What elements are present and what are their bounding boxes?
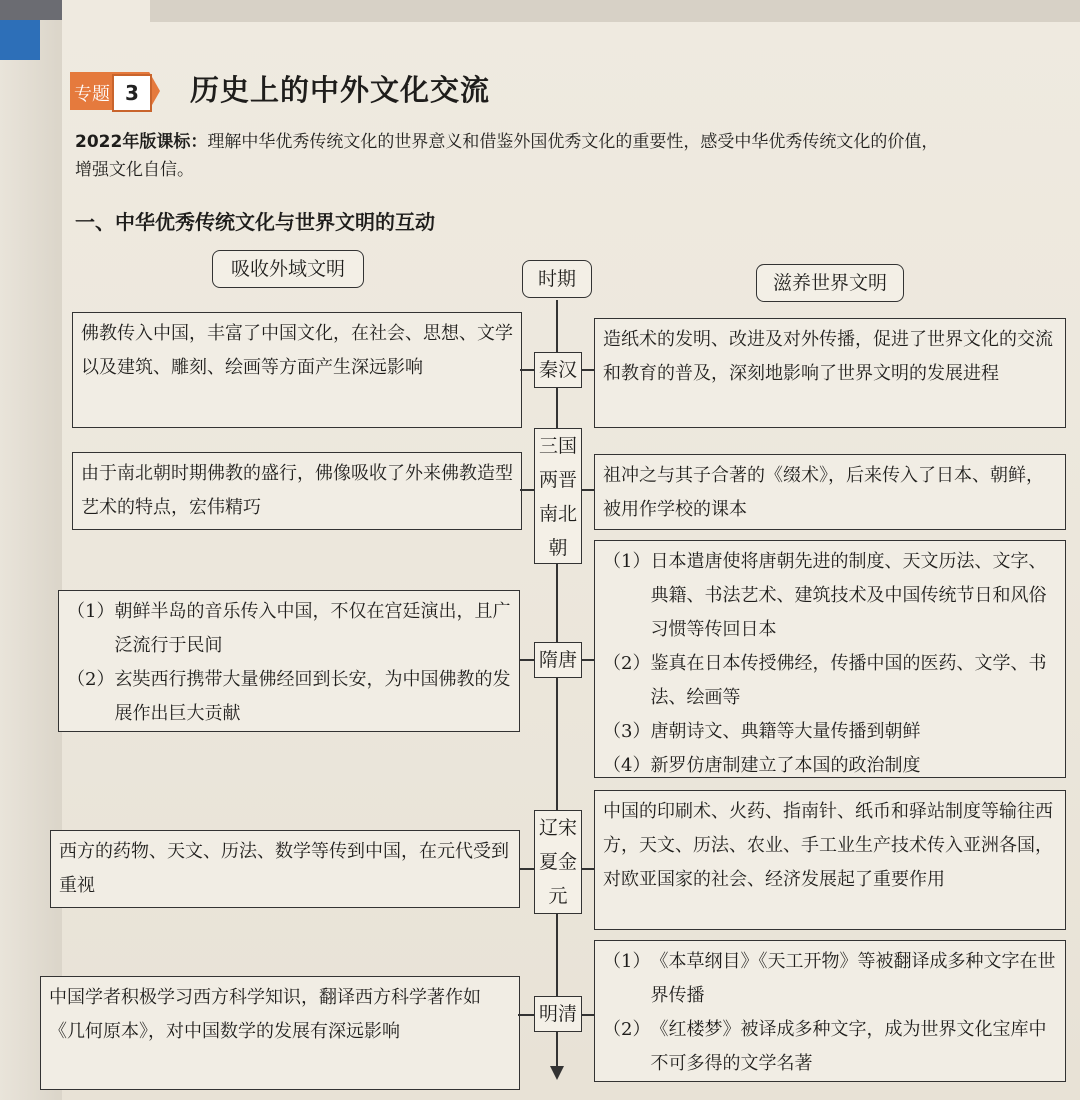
connector <box>520 659 534 661</box>
period-line: 夏金 <box>538 851 577 873</box>
right-box-qinhan: 造纸术的发明、改进及对外传播，促进了世界文化的交流和教育的普及，深刻地影响了世界文明的发展进程 <box>594 318 1066 428</box>
left-box-weijin: 由于南北朝时期佛教的盛行，佛像吸收了外来佛教造型艺术的特点，宏伟精巧 <box>72 452 522 530</box>
period-suitang <box>534 642 582 678</box>
connector <box>520 868 534 870</box>
standard-label: 2022年版课标： <box>75 132 208 152</box>
left-list-item: （1） 朝鲜半岛的音乐传入中国，不仅在宫廷演出，且广泛流行于民间 <box>67 601 511 656</box>
column-header-left: 吸收外域文明 <box>212 250 364 288</box>
left-list-item: （2） 玄奘西行携带大量佛经回到长安，为中国佛教的发展作出巨大贡献 <box>67 669 511 724</box>
period-line: 辽宋 <box>538 817 577 839</box>
topic-number: 3 <box>112 74 152 112</box>
standard-line-2: 增强文化自信。 <box>75 160 194 180</box>
connector <box>520 489 534 491</box>
right-box-suitang <box>594 540 1066 778</box>
column-header-right: 滋养世界文明 <box>756 264 904 302</box>
curriculum-standard <box>75 128 1080 184</box>
right-list-item: （2） 《红楼梦》被译成多种文字，成为世界文化宝库中不可多得的文学名著 <box>603 1019 1047 1074</box>
period-line: 秦汉 <box>538 359 577 381</box>
period-qinhan <box>534 352 582 388</box>
period-line: 南北 <box>538 503 577 525</box>
period-line: 三国 <box>538 435 577 457</box>
period-line: 明清 <box>538 1003 577 1025</box>
period-line: 隋唐 <box>538 649 577 671</box>
period-weijin <box>534 428 582 564</box>
topic-badge-label: 专题 <box>74 84 110 105</box>
right-box-song: 中国的印刷术、火药、指南针、纸币和驿站制度等输往西方，天文、历法、农业、手工业生产技术传入亚洲各国，对欧亚国家的社会、经济发展起了重要作用 <box>594 790 1066 930</box>
standard-line-1: 理解中华优秀传统文化的世界意义和借鉴外国优秀文化的重要性，感受中华优秀传统文化的价值， <box>207 132 939 152</box>
left-box-song: 西方的药物、天文、历法、数学等传到中国，在元代受到重视 <box>50 830 520 908</box>
section-title: 一、中华优秀传统文化与世界文明的互动 <box>75 210 435 234</box>
period-mingqing <box>534 996 582 1032</box>
connector <box>582 1014 594 1016</box>
connector <box>582 659 594 661</box>
period-line: 两晋 <box>538 469 577 491</box>
connector <box>582 369 594 371</box>
timeline-axis <box>556 300 558 1070</box>
left-box-qinhan: 佛教传入中国，丰富了中国文化，在社会、思想、文学以及建筑、雕刻、绘画等方面产生深远影响 <box>72 312 522 428</box>
connector <box>520 369 534 371</box>
period-line: 元 <box>548 885 568 907</box>
timeline-arrow-icon <box>550 1066 564 1080</box>
connector <box>518 1014 534 1016</box>
right-list-item: （1） 《本草纲目》《天工开物》等被翻译成多种文字在世界传播 <box>603 951 1056 1006</box>
right-list-item: （2） 鉴真在日本传授佛经，传播中国的医药、文学、书法、绘画等 <box>603 653 1047 708</box>
left-box-suitang <box>58 590 520 732</box>
right-box-mingqing <box>594 940 1066 1082</box>
connector <box>582 868 594 870</box>
page-title: 历史上的中外文化交流 <box>190 73 491 107</box>
blue-corner-decoration <box>0 20 40 60</box>
right-box-weijin: 祖冲之与其子合著的《缀术》，后来传入了日本、朝鲜，被用作学校的课本 <box>594 454 1066 530</box>
right-list-item: （3） 唐朝诗文、典籍等大量传播到朝鲜 <box>603 721 921 742</box>
period-song <box>534 810 582 914</box>
column-header-center: 时期 <box>522 260 592 298</box>
connector <box>582 489 594 491</box>
page-top-shadow <box>150 0 1080 22</box>
right-list-item: （4） 新罗仿唐制建立了本国的政治制度 <box>603 755 921 776</box>
right-list-item: （1） 日本遣唐使将唐朝先进的制度、天文历法、文字、典籍、书法艺术、建筑技术及中国传统节日和风俗习惯等传回日本 <box>603 551 1047 640</box>
left-box-mingqing: 中国学者积极学习西方科学知识，翻译西方科学著作如《几何原本》，对中国数学的发展有深远影响 <box>40 976 520 1090</box>
period-line: 朝 <box>548 537 568 559</box>
